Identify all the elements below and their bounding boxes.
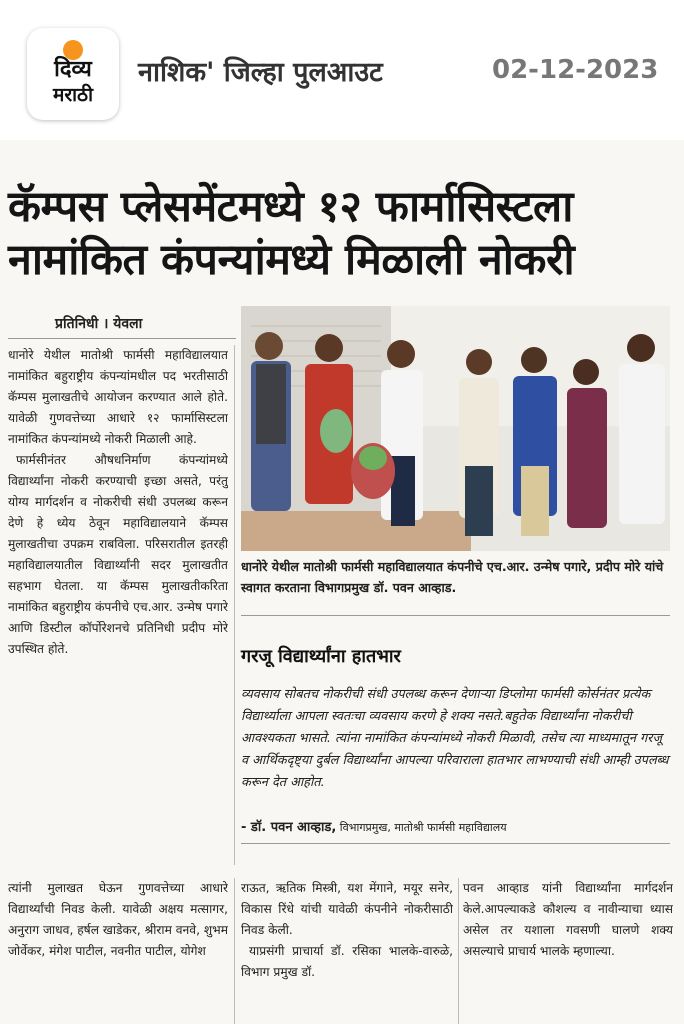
column-divider <box>458 878 459 1024</box>
headline-line-2: नामांकित कंपन्यांमध्ये मिळाली नोकरी <box>8 235 575 285</box>
column-divider <box>234 345 235 865</box>
article-column-1-continued: त्यांनी मुलाखत घेऊन गुणवत्तेच्या आधारे विद्यार्थ्यांची निवड केली. यावेळी अक्षय मत्सागर, अनुराग जाधव, हर्षल खाडेकर, श्रीराम वनवे, शुभम जोर्वेकर, मंगेश पाटील, नवनीत पाटील, योगेश <box>8 881 228 958</box>
byline: प्रतिनिधी । येवला <box>55 316 143 332</box>
photo-caption: धानोरे येथील मातोश्री फार्मसी महाविद्यालयात कंपनीचे एच.आर. उन्मेष पगारे, प्रदीप मोरे यांचे स्वागत करताना विभागप्रमुख डॉ. पवन आव्हाड. <box>241 559 664 595</box>
quote-box: व्यवसाय सोबतच नोकरीची संधी उपलब्ध करून देणाऱ्या डिप्लोमा फार्मसी कोर्सनंतर प्रत्येक विद्यार्थ्याला आपला स्वतःचा व्यवसाय करणे हे शक्य नसते.बहुतेक विद्यार्थ्यांना नोकरीची आवश्यकता भासते. त्यांना नामांकित कंपन्यांमध्ये नोकरी मिळावी, तसेच त्या माध्यमातून गरजू व आर्थिकदृष्ट्या दुर्बल विद्यार्थ्यांना आपल्या परिवाराला हातभार लाभण्याची संधी आम्ही उपलब्ध करून देत आहोत. <box>241 687 669 790</box>
attribution-role: विभागप्रमुख, मातोश्री फार्मसी महाविद्यालय <box>339 821 507 834</box>
column-divider <box>234 878 235 1024</box>
article-column-2 <box>241 878 453 1024</box>
article-column-1 <box>8 345 228 905</box>
edition-date: 02-12-2023 <box>492 55 659 85</box>
attribution-name: - डॉ. पवन आव्हाड, <box>241 820 337 835</box>
logo-text-line1: दिव्य <box>54 57 92 82</box>
paragraph: फार्मसीनंतर औषधनिर्माण कंपन्यांमध्ये विद्यार्थ्यांना नोकरी करण्याची इच्छा असते, परंतु योग्य मार्गदर्शन व नोकरीची संधी उपलब्ध करून देणे हे ध्येय ठेवून महाविद्यालयाने कॅम्पस मुलाखतीचा उपक्रम राबविला. परिसरातील इतरही महाविद्यालयातील विद्यार्थ्यांनी सदर मुलाखतीत सहभाग घेतला. या कॅम्पस मुलाखतीकरिता नामांकित बहुराष्ट्रीय कंपनीचे एच.आर. उन्मेष पगारे आणि डिस्टील कॉर्पोरेशनचे प्रतिनिधी प्रदीप मोरे उपस्थित होते. <box>8 453 228 656</box>
paragraph: राऊत, ऋतिक मिस्त्री, यश मेंगाने, मयूर सनेर, विकास रिंधे यांची यावेळी कंपनीने नोकरीसाठी निवड केली. <box>241 881 453 937</box>
article-column-3: पवन आव्हाड यांनी विद्यार्थ्यांना मार्गदर्शन केले.आपल्याकडे कौशल्य व नावीन्याचा ध्यास असेल तर यशाला गवसणी घालणे शक्य असल्याचे प्राचार्य भालके म्हणाल्या. <box>463 881 673 958</box>
quote-attribution <box>241 817 670 835</box>
group-photo-illustration <box>241 306 670 551</box>
paragraph: याप्रसंगी प्राचार्या डॉ. रसिका भालके-वारुळे, विभाग प्रमुख डॉ. <box>241 944 453 979</box>
app-header <box>0 0 684 140</box>
headline-line-1: कॅम्पस प्लेसमेंटमध्ये १२ फार्मासिस्टला <box>8 182 573 232</box>
divider <box>241 615 670 616</box>
event-photo <box>241 306 670 551</box>
divya-marathi-logo[interactable] <box>27 28 119 120</box>
divider <box>241 843 670 844</box>
logo-text-line2: मराठी <box>52 84 93 106</box>
subheading: गरजू विद्यार्थ्यांना हातभार <box>241 646 401 667</box>
paragraph: धानोरे येथील मातोश्री फार्मसी महाविद्यालयात नामांकित बहुराष्ट्रीय कंपन्यांमधील पद भरतीसाठी कॅम्पस मुलाखतीचे आयोजन करण्यात आले होते. यावेळी गुणवत्तेच्या आधारे १२ फार्मासिस्टला नामांकित कंपन्यांमध्ये नोकरी मिळाली आहे. <box>8 348 228 446</box>
divider <box>8 338 236 339</box>
edition-title: नाशिक' जिल्हा पुलआउट <box>138 57 383 88</box>
